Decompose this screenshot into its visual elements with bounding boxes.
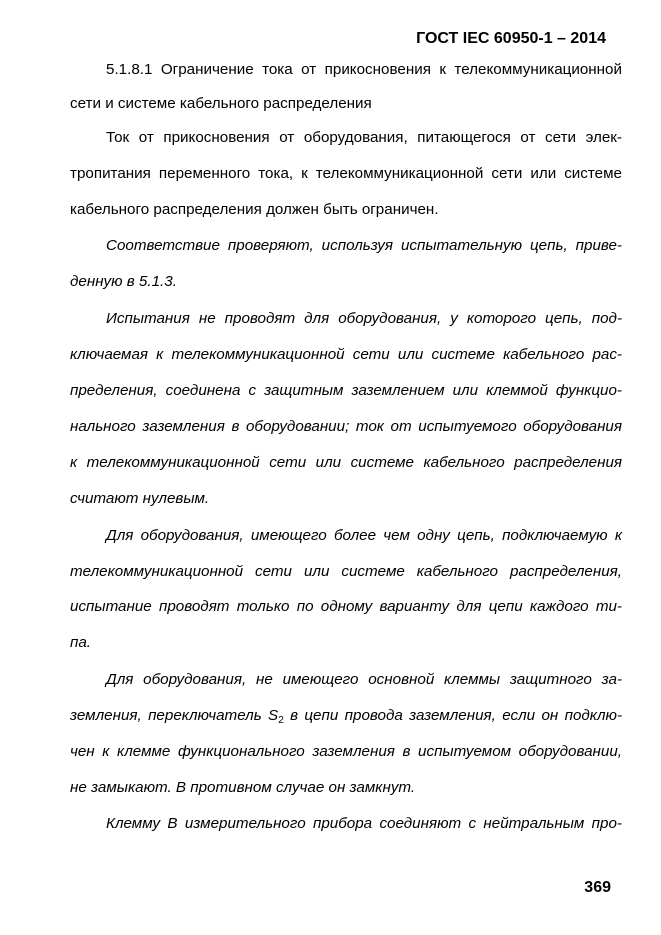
text-line: нального заземления в оборудовании; ток от испытуемого оборудования [70,418,622,435]
text-line: Для оборудования, не имеющего основной клеммы защитного за- [106,671,622,688]
text-line: считают нулевым. [70,490,210,507]
text-line: Соответствие проверяют, используя испытательную цепь, приве- [106,237,622,254]
text-line [70,706,622,726]
text-fragment: в цепи провода заземления, если он подклю- [283,707,623,724]
page-number: 369 [584,879,611,896]
text-line: ключаемая к телекоммуникационной сети или системе кабельного рас- [70,346,622,363]
text-line: Для оборудования, имеющего более чем одну цепь, подключаемую к [106,527,622,544]
text-fragment: земления, переключатель S [70,707,279,724]
text-line: 5.1.8.1 Ограничение тока от прикосновения к телекоммуникационной [106,61,622,78]
text-line: денную в 5.1.3. [70,273,177,290]
text-line: телекоммуникационной сети или системе кабельного распределения, [70,563,622,580]
text-line: не замыкают. В противном случае он замкнут. [70,779,416,796]
text-line: Ток от прикосновения от оборудования, питающегося от сети элек- [106,129,622,146]
text-line: пределения, соединена с защитным заземлением или клеммой функцио- [70,382,622,399]
text-line: па. [70,634,92,651]
text-line: кабельного распределения должен быть ограничен. [70,201,439,218]
text-line: Испытания не проводят для оборудования, у которого цепь, под- [106,310,622,327]
text-line: Клемму B измерительного прибора соединяют с нейтральным про- [106,815,622,832]
text-line: чен к клемме функционального заземления в испытуемом оборудовании, [70,743,622,760]
document-header: ГОСТ IEC 60950-1 – 2014 [416,30,606,47]
text-line: сети и системе кабельного распределения [70,95,372,112]
subscript: 2 [278,715,284,726]
text-line: испытание проводят только по одному варианту для цепи каждого ти- [70,598,622,615]
text-line: тропитания переменного тока, к телекоммуникационной сети или системе [70,165,622,182]
text-line: к телекоммуникационной сети или системе кабельного распределения [70,454,622,471]
